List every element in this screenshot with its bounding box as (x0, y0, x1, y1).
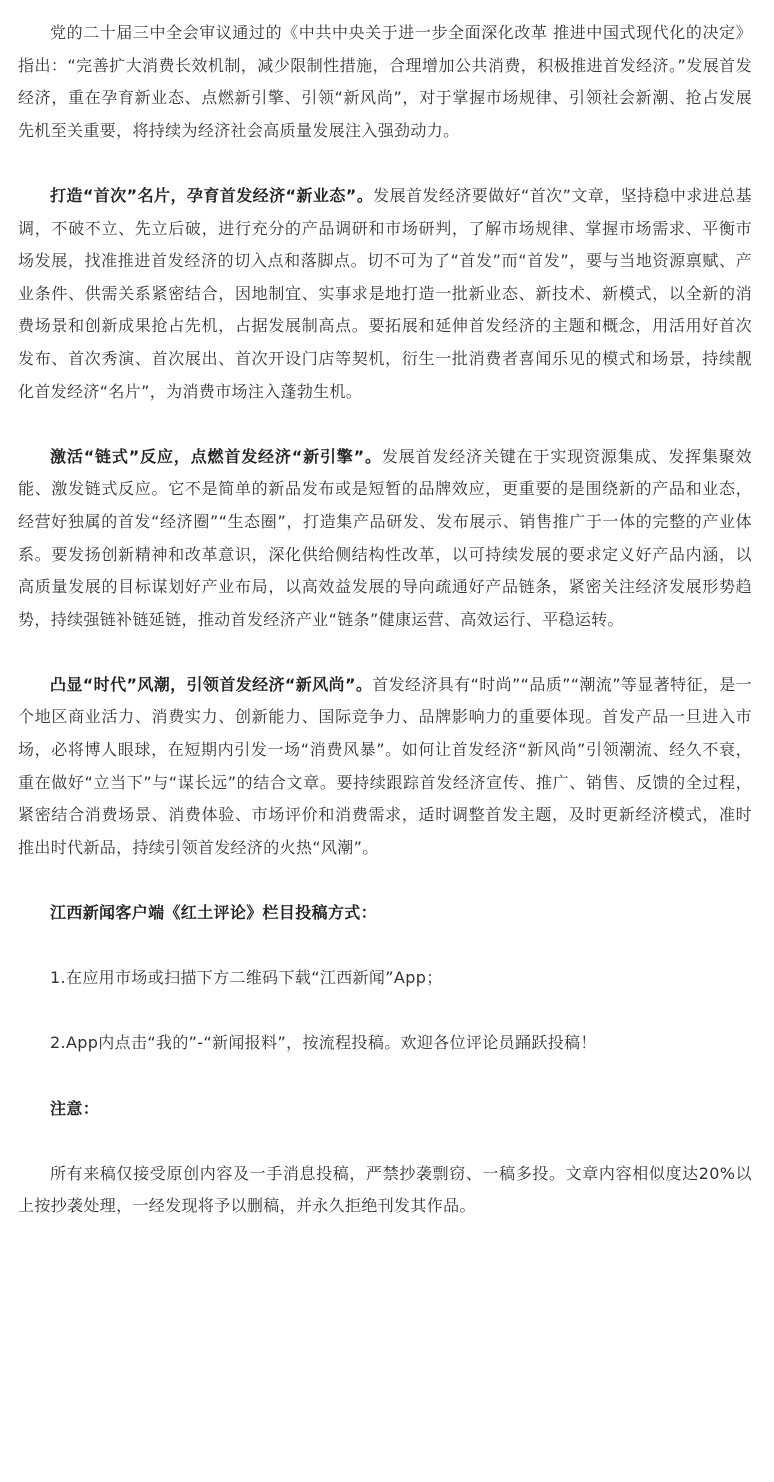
paragraph-gap (18, 636, 752, 669)
section-chain-paragraph (18, 441, 752, 637)
paragraph-gap (18, 864, 752, 897)
paragraph-gap (18, 1060, 752, 1093)
notice-heading: 注意： (50, 1098, 100, 1118)
paragraph-gap (18, 408, 752, 441)
section-first-lead: 打造“首次”名片，孕育首发经济“新业态”。 (50, 185, 374, 205)
section-era-paragraph (18, 669, 752, 865)
section-first-paragraph (18, 180, 752, 408)
paragraph-gap (18, 995, 752, 1028)
intro-paragraph: 党的二十届三中全会审议通过的《中共中央关于进一步全面深化改革 推进中国式现代化的决定》指出：“完善扩大消费长效机制，减少限制性措施，合理增加公共消费，积极推进首发经济。”发展首发经济，重在孕育新业态、点燃新引擎、引领“新风尚”，对于掌握市场规律、引领社会新潮、抢占发展先机至关重要，将持续为经济社会高质量发展注入强劲动力。 (18, 23, 752, 140)
section-era-body: 首发经济具有“时尚”“品质”“潮流”等显著特征，是一个地区商业活力、消费实力、创新能力、国际竞争力、品牌影响力的重要体现。首发产品一旦进入市场，必将博人眼球，在短期内引发一场“消费风暴”。如何让首发经济“新风尚”引领潮流、经久不衰，重在做好“立当下”与“谋长远”的结合文章。要持续跟踪首发经济宣传、推广、销售、反馈的全过程，紧密结合消费场景、消费体验、市场评价和消费需求，适时调整首发主题，及时更新经济模式，准时推出时代新品，持续引领首发经济的火热“风潮”。 (18, 674, 752, 857)
paragraph-gap (18, 147, 752, 180)
submission-heading: 江西新闻客户端《红土评论》栏目投稿方式： (50, 903, 378, 923)
paragraph-gap (18, 930, 752, 963)
submission-step-download: 1.在应用市场或扫描下方二维码下载“江西新闻”App； (50, 968, 443, 988)
submission-step-report: 2.App内点击“我的”-“新闻报料”，按流程投稿。欢迎各位评论员踊跃投稿！ (50, 1033, 597, 1053)
section-first-body: 发展首发经济要做好“首次”文章，坚持稳中求进总基调，不破不立、先立后破，进行充分的产品调研和市场研判，了解市场规律、掌握市场需求、平衡市场发展，找准推进首发经济的切入点和落脚点。切不可为了“首发”而“首发”，要与当地资源禀赋、产业条件、供需关系紧密结合，因地制宜、实事求是地打造一批新业态、新技术、新模式，以全新的消费场景和创新成果抢占先机，占据发展制高点。要拓展和延伸首发经济的主题和概念，用活用好首次发布、首次秀演、首次展出、首次开设门店等契机，衍生一批消费者喜闻乐见的模式和场景，持续靓化首发经济“名片”，为消费市场注入蓬勃生机。 (18, 185, 752, 401)
notice-paragraph: 所有来稿仅接受原创内容及一手消息投稿，严禁抄袭剽窃、一稿多投。文章内容相似度达20%以上按抄袭处理，一经发现将予以删稿，并永久拒绝刊发其作品。 (18, 1163, 752, 1216)
section-era-lead: 凸显“时代”风潮，引领首发经济“新风尚”。 (50, 674, 373, 694)
section-chain-lead: 激活“链式”反应，点燃首发经济“新引擎”。 (50, 446, 382, 466)
paragraph-gap (18, 1125, 752, 1158)
section-chain-body: 发展首发经济关键在于实现资源集成、发挥集聚效能、激发链式反应。它不是简单的新品发布或是短暂的品牌效应，更重要的是围绕新的产品和业态，经营好独属的首发“经济圈”“生态圈”，打造集产品研发、发布展示、销售推广于一体的完整的产业体系。要发扬创新精神和改革意识，深化供给侧结构性改革，以可持续发展的要求定义好产品内涵，以高质量发展的目标谋划好产业布局，以高效益发展的导向疏通好产品链条，紧密关注经济发展形势趋势，持续强链补链延链，推动首发经济产业“链条”健康运营、高效运行、平稳运转。 (18, 446, 752, 629)
